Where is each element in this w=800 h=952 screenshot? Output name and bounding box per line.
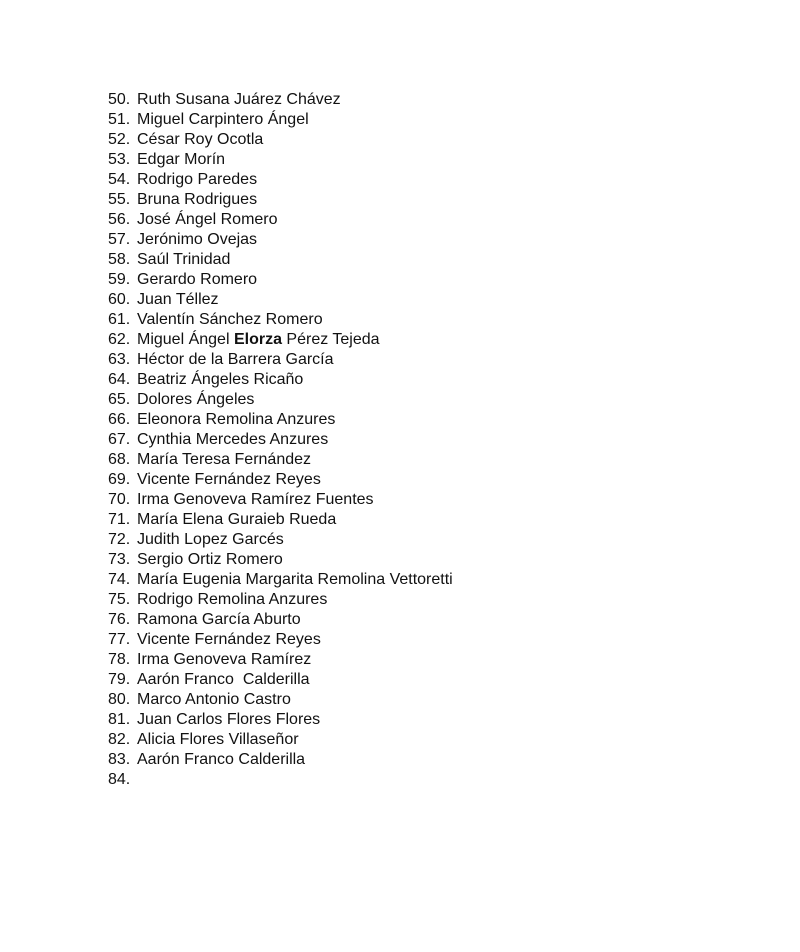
item-name: Irma Genoveva Ramírez [137,651,312,668]
item-name: María Elena Guraieb Rueda [137,511,337,528]
item-name-bold-part: Elorza [233,331,282,348]
item-name: Rodrigo Paredes [137,171,258,188]
item-name: Vicente Fernández Reyes [137,631,321,648]
list-item [108,730,453,750]
item-number: 64. [108,371,131,388]
item-name: Marco Antonio Castro [137,691,291,708]
item-name: Ramona García Aburto [137,611,301,628]
item-name: Cynthia Mercedes Anzures [137,431,329,448]
item-number: 81. [108,711,131,728]
item-name: Valentín Sánchez Romero [137,311,323,328]
list-item [108,250,453,270]
item-name: Alicia Flores Villaseñor [137,731,299,748]
item-number: 54. [108,171,131,188]
list-item [108,310,453,330]
list-item [108,510,453,530]
item-number: 59. [108,271,131,288]
list-item [108,90,453,110]
list-item [108,470,453,490]
list-item [108,210,453,230]
item-number: 51. [108,111,131,128]
list-item [108,230,453,250]
list-item [108,110,453,130]
item-name: Edgar Morín [137,151,226,168]
item-number: 63. [108,351,131,368]
item-number: 72. [108,531,131,548]
list-item [108,770,453,790]
list-item [108,430,453,450]
item-name: Vicente Fernández Reyes [137,471,321,488]
item-number: 67. [108,431,131,448]
item-number: 70. [108,491,131,508]
item-number: 84. [108,771,131,788]
item-name: María Eugenia Margarita Remolina Vettoretti [137,571,453,588]
item-name: Aarón Franco Calderilla [137,671,310,688]
item-number: 57. [108,231,131,248]
item-name: Bruna Rodrigues [137,191,258,208]
item-name: Juan Téllez [137,291,219,308]
list-item [108,530,453,550]
list-item [108,270,453,290]
item-name: Irma Genoveva Ramírez Fuentes [137,491,374,508]
item-number: 79. [108,671,131,688]
item-number: 83. [108,751,131,768]
item-number: 55. [108,191,131,208]
item-number: 68. [108,451,131,468]
item-number: 50. [108,91,131,108]
list-item [108,190,453,210]
item-name: Aarón Franco Calderilla [137,751,306,768]
item-name: Eleonora Remolina Anzures [137,411,336,428]
item-name: Rodrigo Remolina Anzures [137,591,328,608]
item-name: Ruth Susana Juárez Chávez [137,91,341,108]
item-name: Dolores Ángeles [137,391,255,408]
name-list [108,90,453,790]
list-item [108,670,453,690]
item-name: Miguel Carpintero Ángel [137,111,309,128]
item-number: 69. [108,471,131,488]
list-item [108,750,453,770]
item-name: Gerardo Romero [137,271,258,288]
item-number: 75. [108,591,131,608]
item-number: 80. [108,691,131,708]
list-item [108,290,453,310]
item-number: 76. [108,611,131,628]
item-name: Jerónimo Ovejas [137,231,258,248]
list-item [108,630,453,650]
list-item [108,610,453,630]
item-name: Judith Lopez Garcés [137,531,284,548]
item-number: 74. [108,571,131,588]
list-item [108,150,453,170]
item-name-part: Pérez Tejeda [281,331,380,348]
list-item [108,330,453,350]
item-name: Héctor de la Barrera García [137,351,334,368]
list-item [108,450,453,470]
item-name: Juan Carlos Flores Flores [137,711,321,728]
item-number: 73. [108,551,131,568]
list-item [108,170,453,190]
item-number: 61. [108,311,131,328]
list-item [108,690,453,710]
list-item [108,410,453,430]
item-number: 58. [108,251,131,268]
list-item [108,350,453,370]
item-number: 53. [108,151,131,168]
item-number: 66. [108,411,131,428]
list-item [108,590,453,610]
item-number: 77. [108,631,131,648]
list-item [108,370,453,390]
item-number: 60. [108,291,131,308]
list-item [108,490,453,510]
item-number: 65. [108,391,131,408]
list-item [108,550,453,570]
item-name: Saúl Trinidad [137,251,231,268]
list-item [108,650,453,670]
item-name-part: Miguel Ángel [137,331,234,348]
list-item [108,570,453,590]
list-item [108,390,453,410]
item-number: 78. [108,651,131,668]
item-number: 71. [108,511,131,528]
item-name: Sergio Ortiz Romero [137,551,283,568]
list-item [108,130,453,150]
item-number: 62. [108,331,131,348]
list-item [108,710,453,730]
item-number: 52. [108,131,131,148]
item-name: Beatriz Ángeles Ricaño [137,371,304,388]
item-name: José Ángel Romero [137,211,278,228]
item-name: María Teresa Fernández [137,451,312,468]
item-name: César Roy Ocotla [137,131,264,148]
item-number: 82. [108,731,131,748]
item-number: 56. [108,211,131,228]
